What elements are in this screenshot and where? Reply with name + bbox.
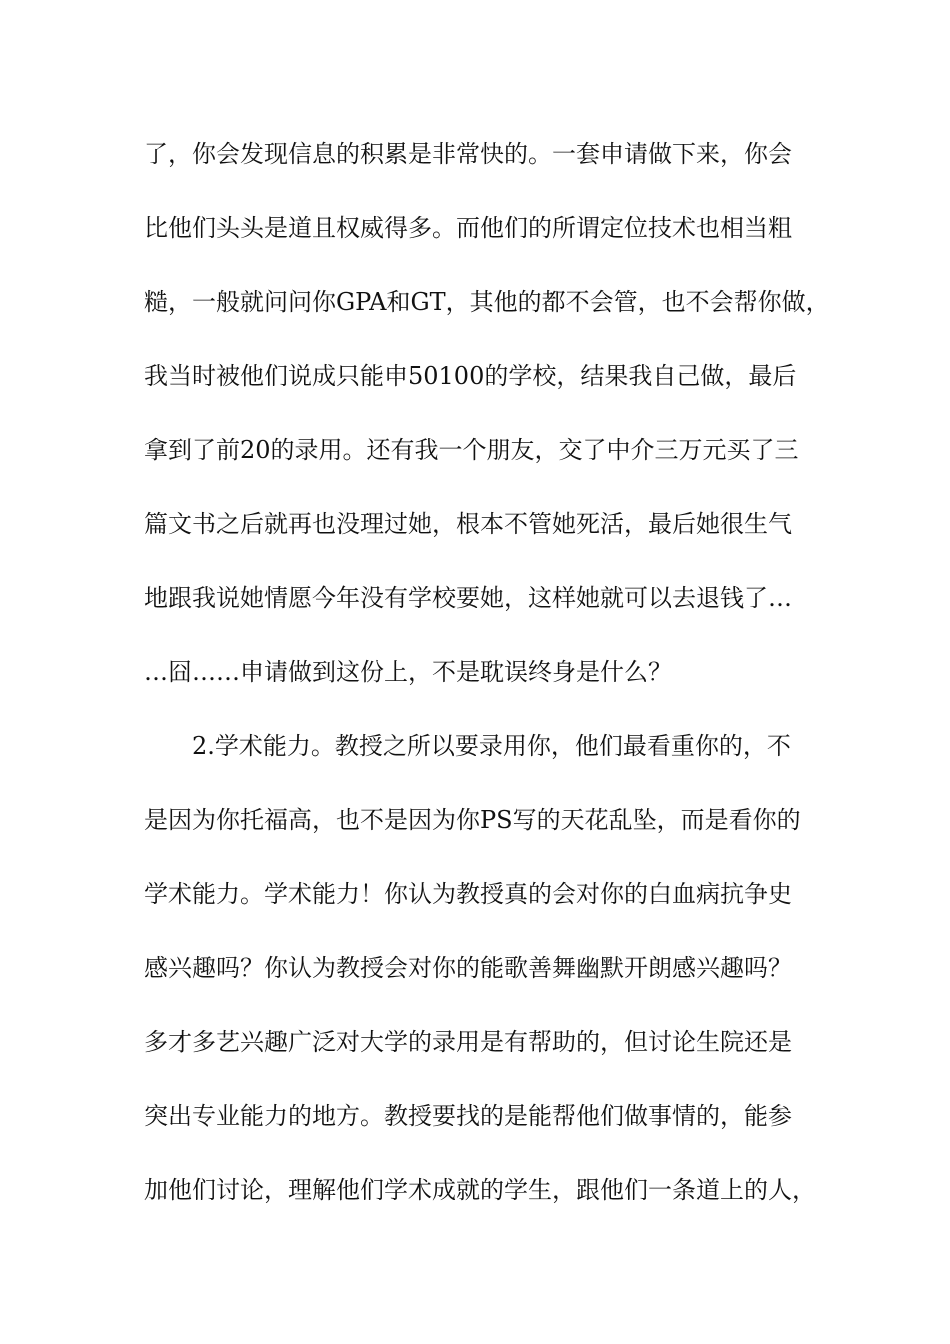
text-line: 糙，一般就问问你GPA和GT，其他的都不会管，也不会帮你做， [144, 288, 830, 316]
text-line: 了，你会发现信息的积累是非常快的。一套申请做下来，你会 [144, 140, 792, 168]
text-line: 我当时被他们说成只能申50100的学校，结果我自己做，最后 [144, 362, 797, 390]
body-text [144, 130, 834, 1240]
text-line: 突出专业能力的地方。教授要找的是能帮他们做事情的，能参 [144, 1102, 792, 1130]
text-line: 感兴趣吗？你认为教授会对你的能歌善舞幽默开朗感兴趣吗？ [144, 954, 792, 982]
text-line: 比他们头头是道且权威得多。而他们的所谓定位技术也相当粗 [144, 214, 792, 242]
text-line: 加他们讨论，理解他们学术成就的学生，跟他们一条道上的人， [144, 1176, 816, 1204]
text-line: …囧……申请做到这份上，不是耽误终身是什么？ [144, 658, 672, 686]
paragraph-heading-line: 2.学术能力。教授之所以要录用你，他们最看重你的，不 [192, 732, 791, 760]
text-line: 篇文书之后就再也没理过她，根本不管她死活，最后她很生气 [144, 510, 792, 538]
text-line: 学术能力。学术能力！你认为教授真的会对你的白血病抗争史 [144, 880, 792, 908]
text-line: 是因为你托福高，也不是因为你PS写的天花乱坠，而是看你的 [144, 806, 801, 834]
text-line: 拿到了前20的录用。还有我一个朋友，交了中介三万元买了三 [144, 436, 799, 464]
text-line: 地跟我说她情愿今年没有学校要她，这样她就可以去退钱了… [144, 584, 792, 612]
text-line: 多才多艺兴趣广泛对大学的录用是有帮助的，但讨论生院还是 [144, 1028, 792, 1056]
